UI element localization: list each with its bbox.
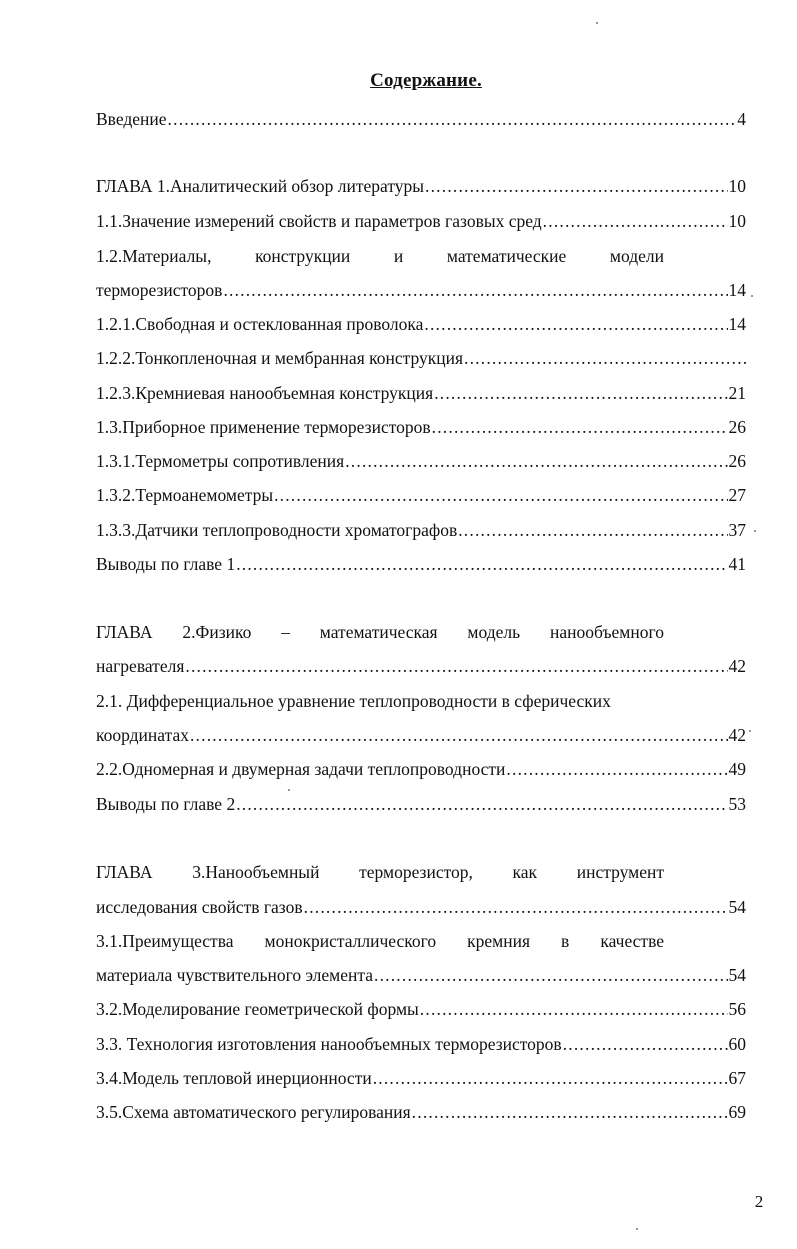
toc-entry-page: 54 [728, 965, 746, 985]
toc-entry-chapter-3-second-line[interactable] [96, 894, 746, 920]
toc-entry-page: 4 [737, 109, 746, 129]
toc-entry-page: 56 [728, 999, 746, 1019]
toc-word: конструкции [255, 246, 351, 266]
toc-word: ГЛАВА [96, 862, 153, 882]
toc-entry-text: 2.2.Одномерная и двумерная задачи теплопроводности [96, 759, 506, 779]
toc-entry-text: 3.3. Технология изготовления нанообъемных терморезисторов [96, 1034, 562, 1054]
toc-entry-conclusions-2[interactable] [96, 791, 746, 817]
toc-entry-text: 1.2.2.Тонкопленочная и мембранная конструкция [96, 348, 464, 368]
toc-entry-text: терморезисторов [96, 280, 223, 300]
toc-entry-2-1-first-line[interactable] [96, 688, 746, 714]
toc-entry-text: 2.1. Дифференциальное уравнение теплопроводности в сферических [96, 691, 611, 711]
toc-entry-text: 3.2.Моделирование геометрической формы [96, 999, 419, 1019]
toc-word: 1.2.Материалы, [96, 246, 212, 266]
toc-entry-page: 69 [728, 1102, 746, 1122]
toc-entry-introduction[interactable] [96, 106, 746, 132]
leader-dots [458, 517, 727, 543]
toc-entry-text: 1.3.Приборное применение терморезисторов [96, 417, 431, 437]
toc-entry-3-4[interactable] [96, 1065, 746, 1091]
toc-entry-page: 14 [728, 280, 746, 300]
toc-entry-1-3-2[interactable] [96, 482, 746, 508]
leader-dots [223, 277, 727, 303]
toc-entry-text: ГЛАВА 1.Аналитический обзор литературы [96, 176, 425, 196]
toc-word: инструмент [576, 862, 664, 882]
toc-entry-chapter-2-first-line[interactable] [96, 619, 664, 645]
leader-dots [190, 722, 728, 748]
toc-word: ГЛАВА [96, 622, 153, 642]
toc-entry-page: 27 [728, 485, 746, 505]
leader-dots [464, 345, 746, 371]
toc-word: 3.1.Преимущества [96, 931, 234, 951]
toc-entry-1-3[interactable] [96, 414, 746, 440]
toc-entry-page: 21 [728, 383, 746, 403]
toc-word: модели [609, 246, 664, 266]
leader-dots [424, 311, 727, 337]
toc-entry-1-3-3[interactable] [96, 517, 746, 543]
leader-dots [185, 653, 727, 679]
contents-title: Содержание. [370, 70, 482, 91]
toc-entry-2-1-second-line[interactable] [96, 722, 746, 748]
toc-word: в [561, 931, 570, 951]
toc-word: – [281, 622, 290, 642]
page-number: 2 [754, 1192, 764, 1211]
toc-entry-text: 1.1.Значение измерений свойств и параметров газовых сред [96, 211, 542, 231]
toc-entry-text: 1.3.3.Датчики теплопроводности хроматографов [96, 520, 458, 540]
toc-entry-page: 37 [728, 520, 746, 540]
toc-entry-text: Введение [96, 109, 167, 129]
toc-entry-1-1[interactable] [96, 208, 746, 234]
toc-entry-page: 42 [728, 656, 746, 676]
toc-word: математическая [319, 622, 438, 642]
toc-entry-1-2-first-line[interactable] [96, 243, 664, 269]
toc-entry-page: 26 [728, 417, 746, 437]
leader-dots [412, 1099, 728, 1125]
leader-dots [420, 996, 728, 1022]
leader-dots [425, 173, 727, 199]
toc-word: 2.Физико [182, 622, 252, 642]
toc-entry-page: 60 [728, 1034, 746, 1054]
toc-entry-page: 41 [728, 554, 746, 574]
leader-dots [374, 962, 728, 988]
scan-speck [751, 295, 753, 297]
toc-entry-text: 1.3.2.Термоанемометры [96, 485, 274, 505]
leader-dots [563, 1031, 728, 1057]
toc-entry-conclusions-1[interactable] [96, 551, 746, 577]
leader-dots [168, 106, 737, 132]
leader-dots [506, 756, 727, 782]
toc-entry-page: 54 [728, 897, 746, 917]
scan-speck [636, 1228, 638, 1230]
toc-word: и [393, 246, 404, 266]
toc-entry-page: 26 [728, 451, 746, 471]
leader-dots [274, 482, 727, 508]
toc-word: кремния [467, 931, 531, 951]
toc-entry-3-1-second-line[interactable] [96, 962, 746, 988]
toc-entry-page: 10 [728, 211, 746, 231]
toc-entry-text: 1.2.1.Свободная и остеклованная проволока [96, 314, 424, 334]
toc-word: математические [446, 246, 567, 266]
toc-entry-text: исследования свойств газов [96, 897, 303, 917]
leader-dots [236, 551, 727, 577]
toc-entry-text: 3.5.Схема автоматического регулирования [96, 1102, 411, 1122]
toc-word: как [512, 862, 538, 882]
scan-speck [754, 530, 756, 532]
leader-dots [345, 448, 727, 474]
toc-entry-page: 14 [728, 314, 746, 334]
leader-dots [373, 1065, 728, 1091]
toc-entry-1-2-2[interactable] [96, 345, 746, 371]
leader-dots [434, 380, 727, 406]
toc-entry-text: 3.4.Модель тепловой инерционности [96, 1068, 372, 1088]
scan-speck [596, 22, 598, 24]
toc-entry-page: 42 [728, 725, 746, 745]
toc-word: монокристаллического [264, 931, 437, 951]
toc-entry-text: Выводы по главе 1 [96, 554, 236, 574]
leader-dots [304, 894, 728, 920]
toc-entry-page: 49 [728, 759, 746, 779]
toc-entry-3-1-first-line[interactable] [96, 928, 664, 954]
leader-dots [236, 791, 727, 817]
toc-entry-3-2[interactable] [96, 996, 746, 1022]
scan-speck [288, 789, 290, 791]
toc-entry-page: 67 [728, 1068, 746, 1088]
toc-word: модель [467, 622, 521, 642]
toc-word: качестве [600, 931, 664, 951]
scan-speck [749, 730, 751, 732]
toc-entry-3-3[interactable] [96, 1031, 746, 1057]
toc-entry-text: 1.2.3.Кремниевая нанообъемная конструкция [96, 383, 434, 403]
toc-entry-chapter-3-first-line[interactable] [96, 859, 664, 885]
toc-entry-chapter-1[interactable] [96, 173, 746, 199]
toc-entry-text: материала чувствительного элемента [96, 965, 373, 985]
toc-entry-chapter-2-second-line[interactable] [96, 653, 746, 679]
toc-entry-1-2-1[interactable] [96, 311, 746, 337]
toc-entry-3-5[interactable] [96, 1099, 746, 1125]
leader-dots [543, 208, 728, 234]
toc-entry-1-2-3[interactable] [96, 380, 746, 406]
toc-entry-text: нагревателя [96, 656, 185, 676]
toc-entry-1-3-1[interactable] [96, 448, 746, 474]
toc-entry-page: 10 [728, 176, 746, 196]
toc-entry-text: Выводы по главе 2 [96, 794, 236, 814]
toc-entry-text: 1.3.1.Термометры сопротивления [96, 451, 345, 471]
toc-entry-2-2[interactable] [96, 756, 746, 782]
toc-entry-page: 53 [728, 794, 746, 814]
toc-word: 3.Нанообъемный [192, 862, 320, 882]
toc-word: нанообъемного [549, 622, 664, 642]
leader-dots [432, 414, 728, 440]
toc-word: терморезистор, [359, 862, 473, 882]
toc-entry-text: координатах [96, 725, 189, 745]
toc-entry-1-2-second-line[interactable] [96, 277, 746, 303]
